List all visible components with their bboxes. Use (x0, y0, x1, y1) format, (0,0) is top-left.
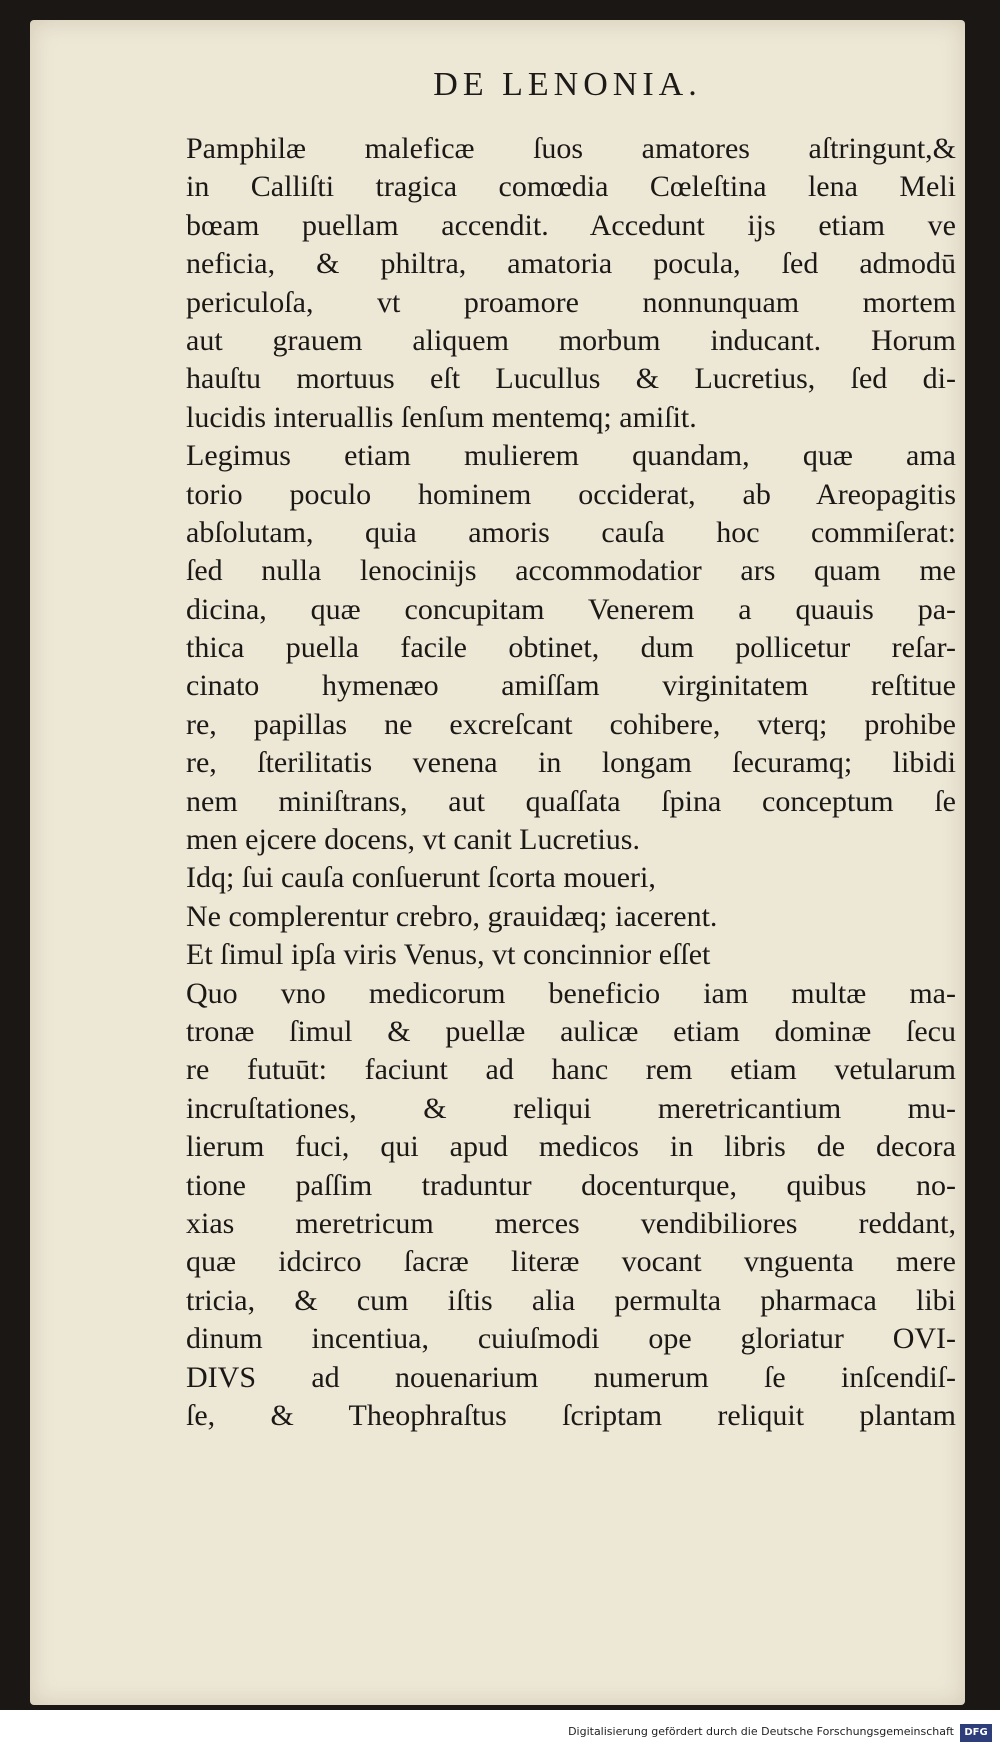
dfg-logo: DFG (960, 1724, 992, 1742)
text-line: dicina, quæ concupitam Venerem a quauis pa- (186, 592, 956, 626)
text-line: xias meretricum merces vendibiliores reddant, (186, 1206, 956, 1240)
text-line: torio poculo hominem occiderat, ab Areopagitis (186, 477, 956, 511)
text-line: lucidis interuallis ſenſum mentemq; amiſit. (186, 400, 697, 434)
text-line: re, papillas ne excreſcant cohibere, vterq; prohibe (186, 707, 956, 741)
text-line: quæ idcirco ſacræ literæ vocant vnguenta mere (186, 1245, 956, 1279)
text-line: Idq; ſui cauſa conſuerunt ſcorta moueri, (186, 861, 656, 895)
text-line: bœam puellam accendit. Accedunt ijs etiam ve (186, 208, 956, 242)
text-line: periculoſa, vt proamore nonnunquam mortem (186, 285, 956, 319)
text-line: Quo vno medicorum beneficio iam multæ ma- (186, 976, 956, 1010)
text-line: ſed nulla lenocinijs accommodatior ars quam me (186, 554, 956, 588)
text-line: tricia, & cum iſtis alia permulta pharmaca libi (186, 1283, 956, 1317)
text-line: aut grauem aliquem morbum inducant. Horum (186, 323, 956, 357)
text-line: re, ſterilitatis venena in longam ſecuramq; libidi (186, 746, 956, 780)
text-line: lierum fuci, qui apud medicos in libris de decora (186, 1130, 956, 1164)
text-block (186, 130, 956, 1435)
text-line: dinum incentiua, cuiuſmodi ope gloriatur OVI- (186, 1322, 956, 1356)
running-head: DE LENONIA. (433, 66, 702, 103)
text-line: tronæ ſimul & puellæ aulicæ etiam dominæ ſecu (186, 1014, 956, 1048)
text-line: Ne complerentur crebro, grauidæq; iacerent. (186, 899, 718, 933)
text-line: Pamphilæ maleficæ ſuos amatores aſtringunt,& (186, 132, 956, 165)
text-line: DIVS ad nouenarium numerum ſe inſcendiſ- (186, 1360, 956, 1394)
text-line: thica puella facile obtinet, dum pollicetur reſar- (186, 631, 956, 665)
text-line: hauſtu mortuus eſt Lucullus & Lucretius, ſed di- (186, 362, 956, 396)
digitization-footer (0, 1710, 1000, 1750)
text-line: abſolutam, quia amoris cauſa hoc commiſerat: (186, 515, 956, 549)
text-line: in Calliſti tragica comœdia Cœleſtina lena Meli (186, 170, 956, 204)
text-line: men ejcere docens, vt canit Lucretius. (186, 823, 640, 857)
text-line: re futuūt: faciunt ad hanc rem etiam vetularum (186, 1053, 956, 1087)
text-line: Legimus etiam mulierem quandam, quæ ama (186, 439, 956, 473)
book-page (30, 20, 965, 1705)
text-line: Et ſimul ipſa viris Venus, vt concinnior eſſet (186, 938, 711, 972)
text-line: neficia, & philtra, amatoria pocula, ſed admodū (186, 247, 956, 281)
text-line: tione paſſim traduntur docenturque, quibus no- (186, 1168, 956, 1202)
text-line: cinato hymenæo amiſſam virginitatem reſtitue (186, 669, 956, 703)
text-line: incruſtationes, & reliqui meretricantium mu- (186, 1091, 956, 1125)
funding-credit: Digitalisierung gefördert durch die Deutsche Forschungsgemeinschaft (568, 1725, 954, 1738)
text-line: nem miniſtrans, aut quaſſata ſpina conceptum ſe (186, 784, 956, 818)
text-line: ſe, & Theophraſtus ſcriptam reliquit plantam (186, 1398, 956, 1432)
